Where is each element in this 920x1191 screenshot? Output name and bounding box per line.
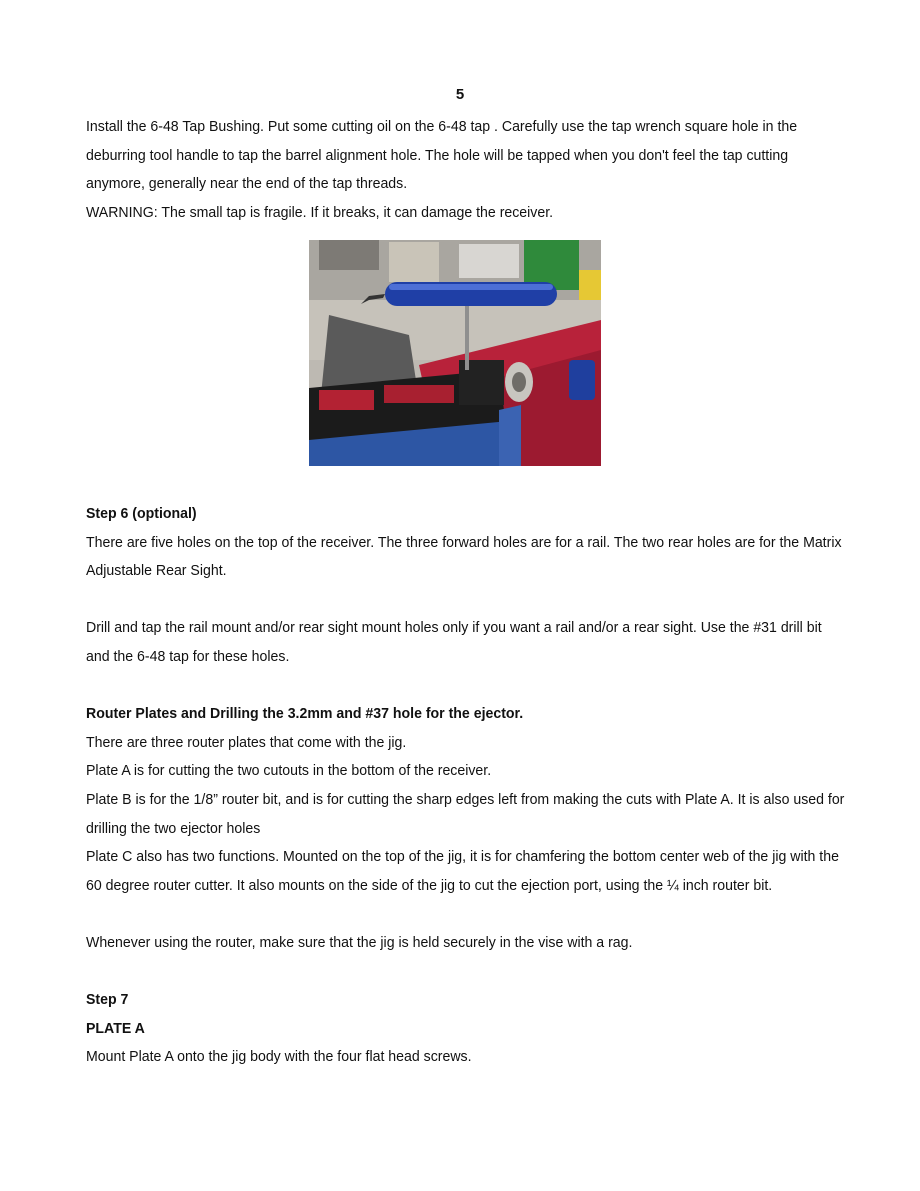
step6-heading: Step 6 (optional) xyxy=(86,505,197,522)
step6-paragraph-2: Drill and tap the rail mount and/or rear sight mount holes only if you want a rail and/or a rear sight. Use the #31 drill bit and the 6-48 tap for these holes. xyxy=(86,619,822,665)
step6-paragraph-1: There are five holes on the top of the receiver. The three forward holes are for a rail. The two rear holes are for the Matrix Adjustable Rear Sight. xyxy=(86,533,842,580)
step7-subheading: PLATE A xyxy=(86,1019,145,1037)
page-number: 5 xyxy=(455,86,465,103)
main-section xyxy=(86,500,847,1072)
router-line-1: There are three router plates that come with the jig. xyxy=(86,733,407,751)
tap-wrench-photo xyxy=(309,240,601,466)
intro-paragraph: Install the 6-48 Tap Bushing. Put some cutting oil on the 6-48 tap . Carefully use the tap wrench square hole in the deburring tool handle to tap the barrel alignment hole. The hole will be tapped when you don't feel the tap cutting anymore, generally near the end of the tap threads. xyxy=(86,118,798,193)
router-line-4: Plate C also has two functions. Mounted on the top of the jig, it is for chamfering the bottom center web of the jig with the 60 degree router cutter. It also mounts on the side of the jig to cut the ejection port, using the ¼ inch router bit. xyxy=(86,848,839,894)
step7-text: Mount Plate A onto the jig body with the four flat head screws. xyxy=(86,1048,472,1066)
photo-illustration xyxy=(309,240,601,466)
intro-section xyxy=(86,113,847,227)
warning-text: WARNING: The small tap is fragile. If it breaks, it can damage the receiver. xyxy=(86,203,554,221)
router-heading: Router Plates and Drilling the 3.2mm and #37 hole for the ejector. xyxy=(86,705,524,723)
router-line-2: Plate A is for cutting the two cutouts in the bottom of the receiver. xyxy=(86,762,492,780)
router-line-3: Plate B is for the 1/8” router bit, and is for cutting the sharp edges left from making the cuts with Plate A. It is also used for drilling the two ejector holes xyxy=(86,790,845,837)
step7-heading: Step 7 xyxy=(86,991,129,1009)
router-line-5: Whenever using the router, make sure that the jig is held securely in the vise with a rag. xyxy=(86,933,633,951)
